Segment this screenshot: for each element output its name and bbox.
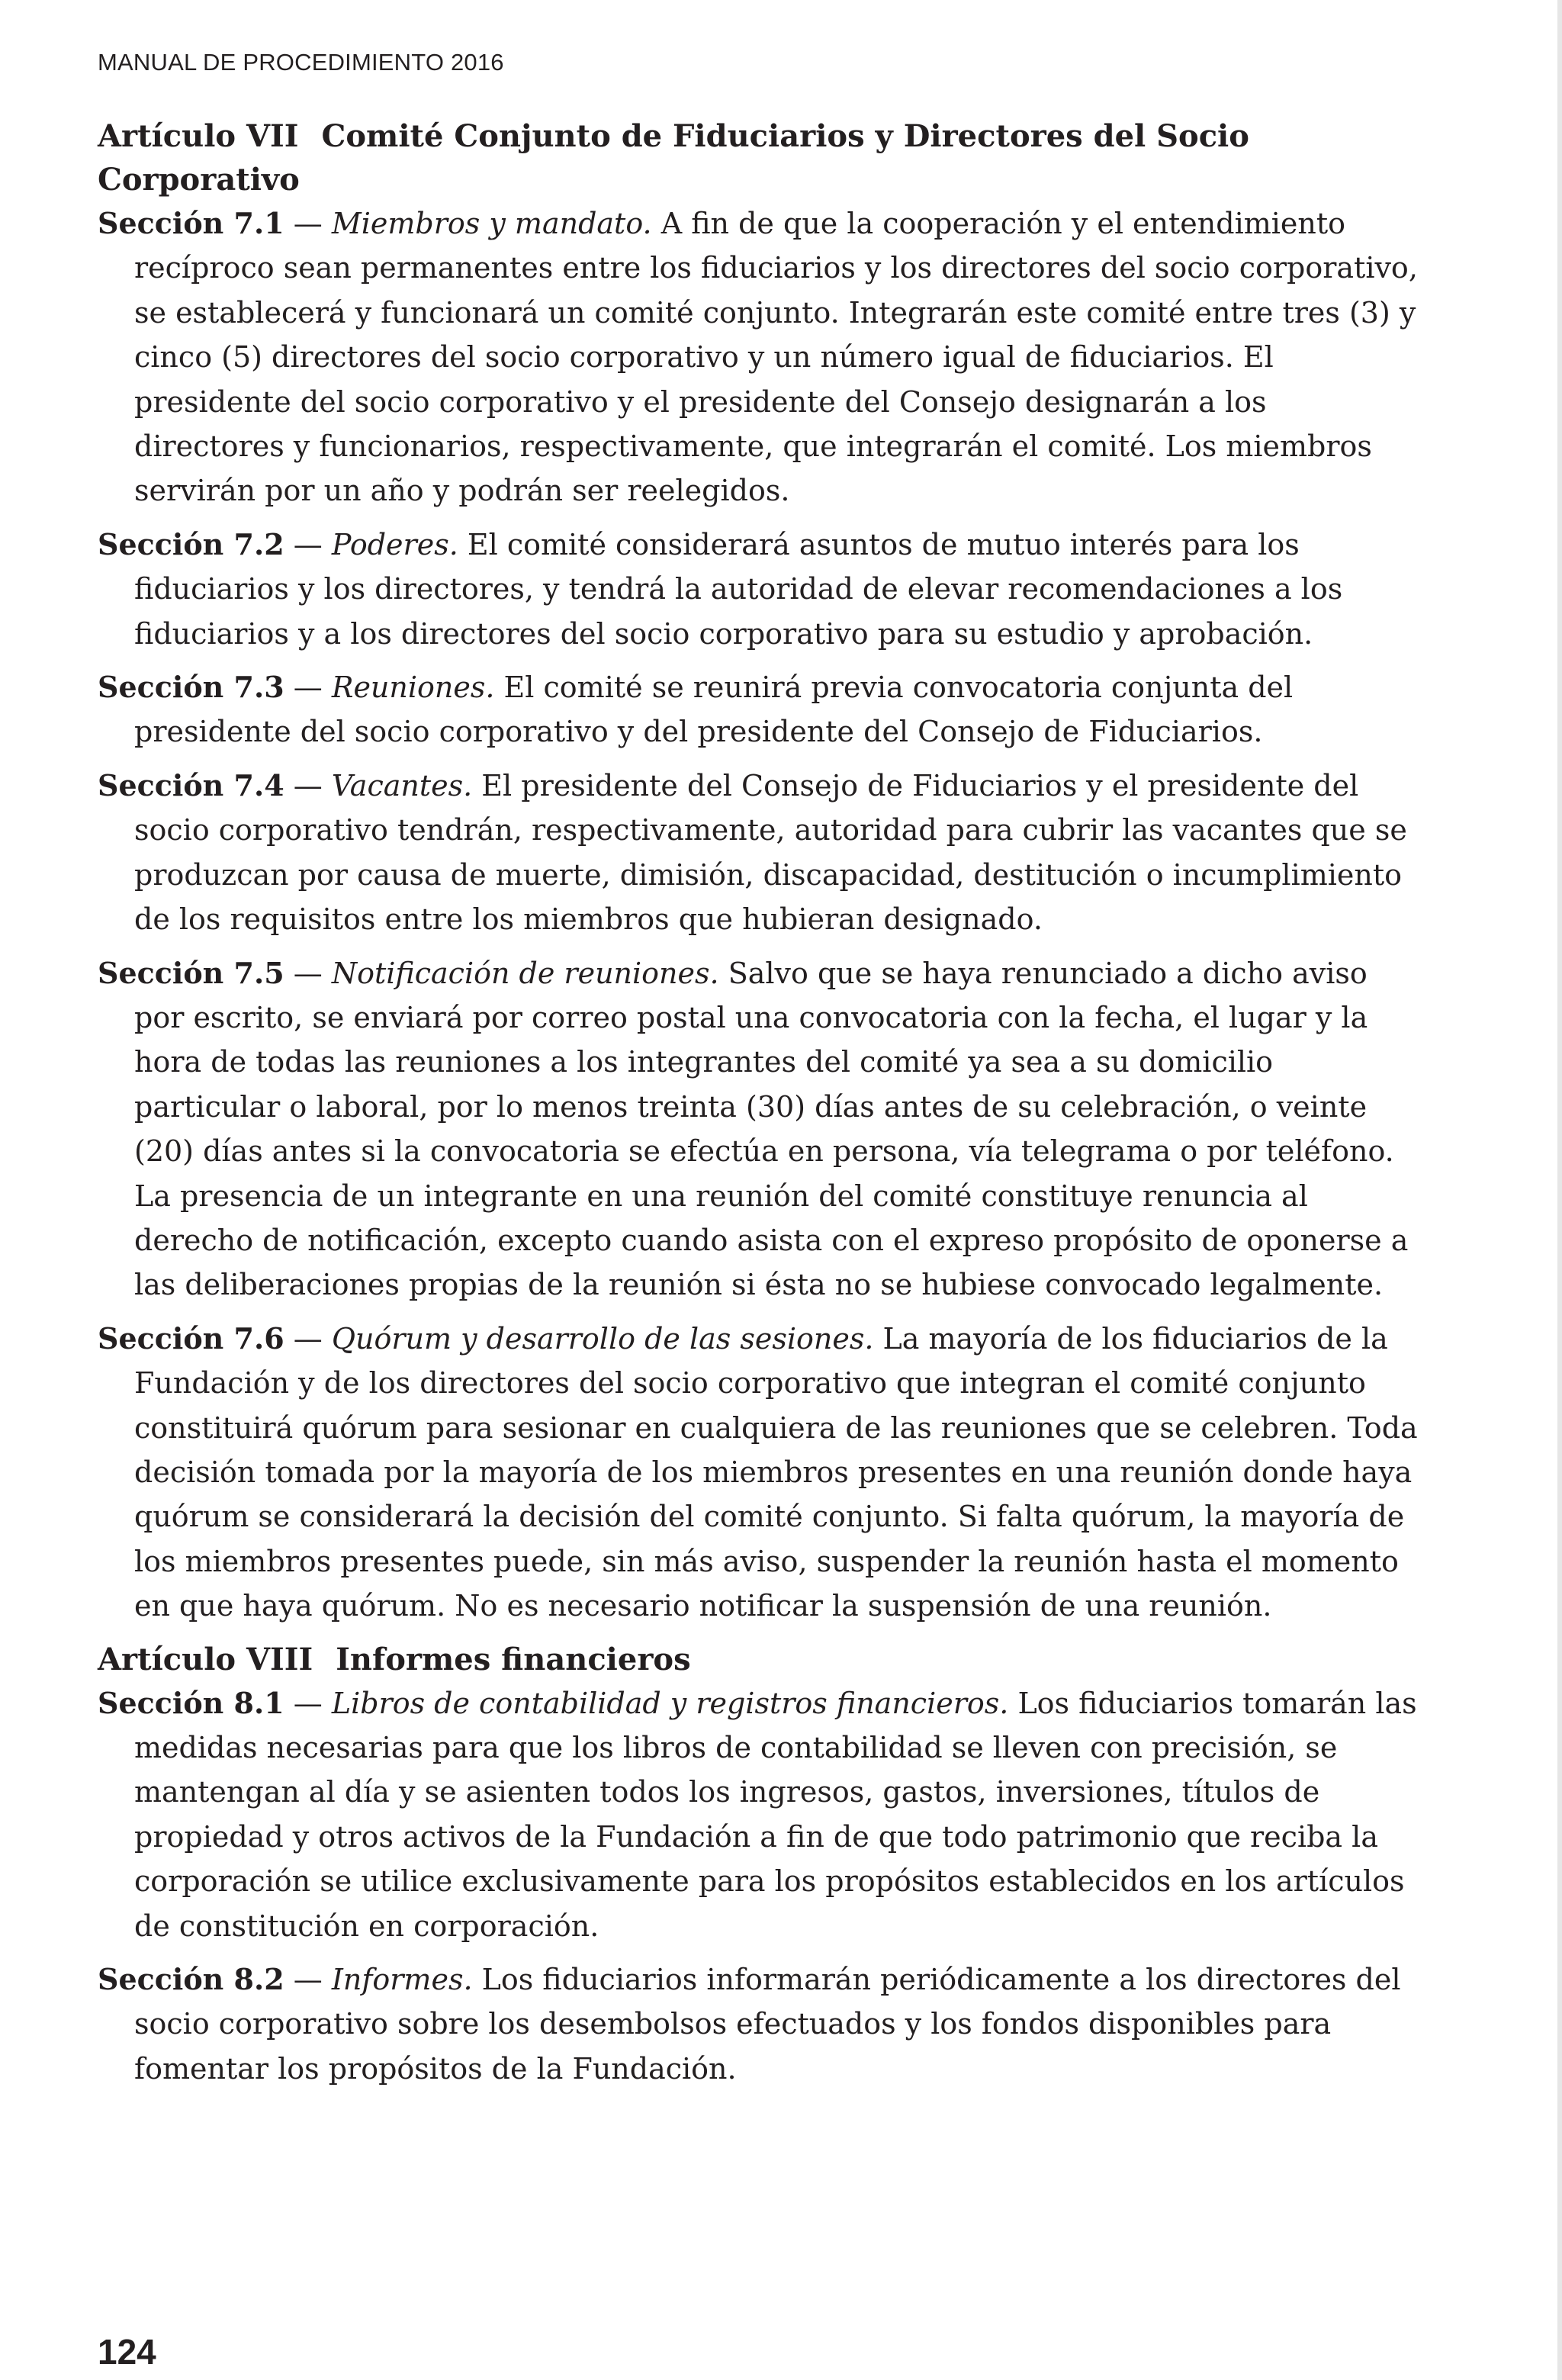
section-dash: — bbox=[284, 1321, 332, 1356]
article-vii-heading bbox=[98, 114, 1425, 201]
article-viii-heading bbox=[98, 1638, 1425, 1681]
section-number: Sección 7.5 bbox=[98, 955, 284, 990]
section-text: Los fiduciarios tomarán las medidas necesarias para que los libros de contabilidad se lleven con precisión, se mantengan al día y se asienten todos los ingresos, gastos, inversiones, títulos de propiedad y otros activos de la Fundación a fin de que todo patrimonio que reciba la corporación se utilice exclusivamente para los propósitos establecidos en los artículos de constitución en corporación. bbox=[134, 1686, 1417, 1943]
section-text: El presidente del Consejo de Fiduciarios y el presidente del socio corporativo tendrán, respectivamente, autoridad para cubrir las vacantes que se produzcan por causa de muerte, dimisión, discapacidad, destitución o incumplimiento de los requisitos entre los miembros que hubieran designado. bbox=[134, 768, 1407, 937]
section-title: Quórum y desarrollo de las sesiones. bbox=[331, 1321, 874, 1356]
section-dash: — bbox=[284, 768, 332, 802]
section-number: Sección 7.6 bbox=[98, 1320, 284, 1356]
section-dash: — bbox=[284, 527, 332, 561]
section-text: A fin de que la cooperación y el entendimiento recíproco sean permanentes entre los fiduciarios y los directores del socio corporativo, se establecerá y funcionará un comité conjunto. Integrarán este comité entre tres (3) y cinco (5) directores del socio corporativo y un número igual de fiduciarios. El presidente del socio corporativo y el presidente del Consejo designarán a los directores y funcionarios, respectivamente, que integrarán el comité. Los miembros servirán por un año y podrán ser reelegidos. bbox=[134, 207, 1418, 508]
section-title: Miembros y mandato. bbox=[331, 207, 652, 240]
section-number: Sección 7.3 bbox=[98, 670, 284, 705]
section-7-3 bbox=[98, 665, 1425, 754]
section-number: Sección 8.1 bbox=[98, 1685, 284, 1720]
section-text: El comité se reunirá previa convocatoria conjunta del presidente del socio corporativo y del presidente del Consejo de Fiduciarios. bbox=[134, 671, 1294, 749]
section-number: Sección 7.4 bbox=[98, 767, 284, 802]
section-number: Sección 7.2 bbox=[98, 526, 284, 561]
section-text: La mayoría de los fiduciarios de la Fundación y de los directores del socio corporativo que integran el comité conjunto constituirá quórum para sesionar en cualquiera de las reuniones que se celebren. Toda decisión tomada por la mayoría de los miembros presentes en una reunión donde haya quórum se considerará la decisión del comité conjunto. Si falta quórum, la mayoría de los miembros presentes puede, sin más aviso, suspender la reunión hasta el momento en que haya quórum. No es necesario notificar la suspensión de una reunión. bbox=[134, 1321, 1418, 1623]
article-viii-title: Informes financieros bbox=[336, 1641, 691, 1677]
section-dash: — bbox=[284, 207, 332, 240]
section-7-1 bbox=[98, 201, 1425, 513]
article-vii-number: Artículo VII bbox=[98, 118, 299, 154]
section-title: Notificación de reuniones. bbox=[331, 956, 719, 990]
section-dash: — bbox=[284, 1686, 332, 1720]
section-title: Vacantes. bbox=[331, 768, 473, 802]
section-text: El comité considerará asuntos de mutuo interés para los fiduciarios y los directores, y tendrá la autoridad de elevar recomendaciones a los fiduciarios y a los directores del socio corporativo para su estudio y aprobación. bbox=[134, 527, 1343, 651]
section-title: Libros de contabilidad y registros financieros. bbox=[331, 1686, 1009, 1720]
section-7-5 bbox=[98, 951, 1425, 1307]
article-viii-number: Artículo VIII bbox=[98, 1641, 313, 1677]
section-7-6 bbox=[98, 1317, 1425, 1629]
running-head: MANUAL DE PROCEDIMIENTO 2016 bbox=[98, 49, 504, 76]
article-vii-title: Comité Conjunto de Fiduciarios y Directores del Socio Corporativo bbox=[98, 118, 1249, 198]
section-title: Poderes. bbox=[331, 527, 458, 561]
section-7-2 bbox=[98, 523, 1425, 656]
section-title: Informes. bbox=[331, 1963, 473, 1997]
page-body bbox=[98, 114, 1425, 2100]
section-title: Reuniones. bbox=[331, 671, 495, 705]
section-text: Los fiduciarios informarán periódicamente a los directores del socio corporativo sobre los desembolsos efectuados y los fondos disponibles para fomentar los propósitos de la Fundación. bbox=[134, 1963, 1401, 2086]
section-number: Sección 7.1 bbox=[98, 206, 284, 240]
section-text: Salvo que se haya renunciado a dicho aviso por escrito, se enviará por correo postal una convocatoria con la fecha, el lugar y la hora de todas las reuniones a los integrantes del comité ya sea a su domicilio particular o laboral, por lo menos treinta (30) días antes de su celebración, o veinte (20) días antes si la convocatoria se efectúa en persona, vía telegrama o por teléfono. La presencia de un integrante en una reunión del comité constituye renuncia al derecho de notificación, excepto cuando asista con el expreso propósito de oponerse a las deliberaciones propias de la reunión si ésta no se hubiese convocado legalmente. bbox=[134, 956, 1409, 1302]
page-edge-divider bbox=[1557, 0, 1562, 2380]
section-dash: — bbox=[284, 671, 332, 705]
section-dash: — bbox=[284, 956, 332, 990]
section-8-1 bbox=[98, 1681, 1425, 1948]
section-8-2 bbox=[98, 1957, 1425, 2091]
section-dash: — bbox=[284, 1963, 332, 1997]
section-number: Sección 8.2 bbox=[98, 1962, 284, 1997]
section-7-4 bbox=[98, 764, 1425, 942]
page-number: 124 bbox=[98, 2332, 156, 2372]
